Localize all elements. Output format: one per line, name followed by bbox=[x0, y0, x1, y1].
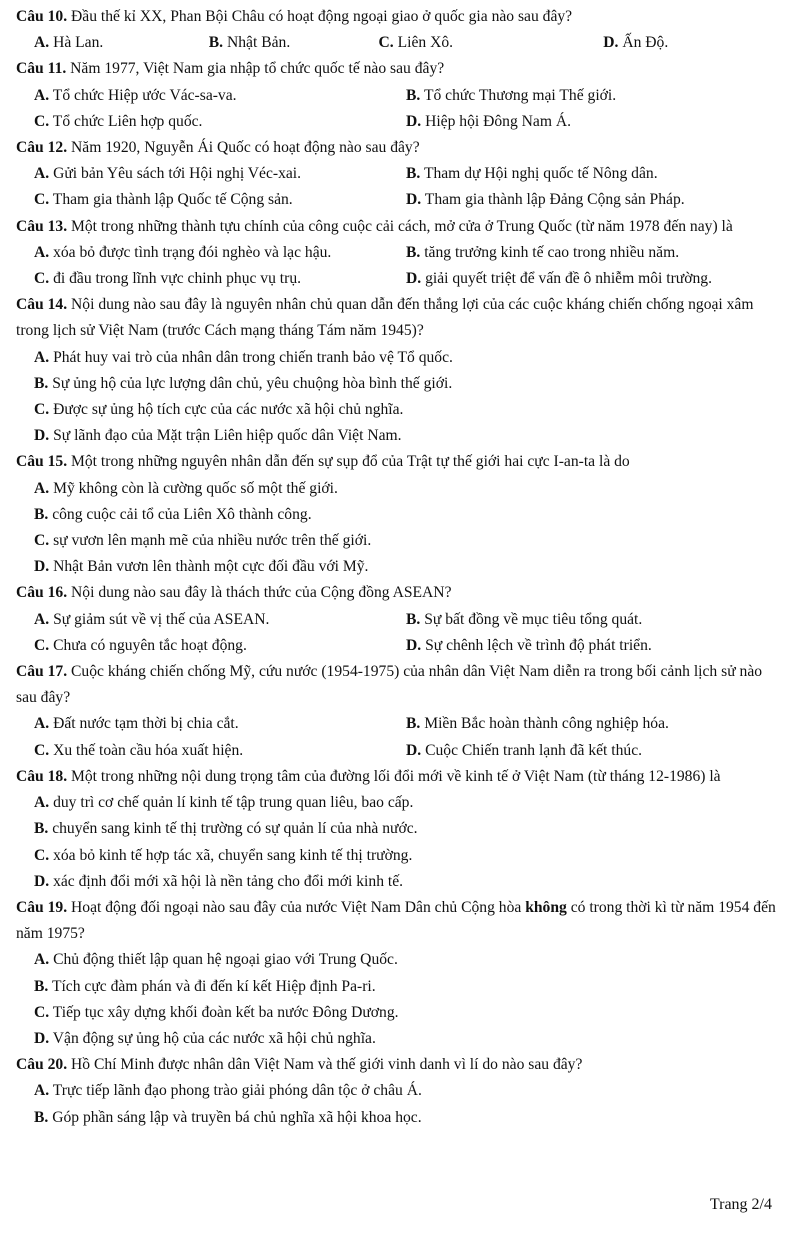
option-a: A. xóa bỏ được tình trạng đói nghèo và lạc hậu. bbox=[34, 243, 332, 261]
question-11 bbox=[12, 56, 778, 135]
option-d: D. Hiệp hội Đông Nam Á. bbox=[406, 112, 572, 130]
option-a: A. Đất nước tạm thời bị chia cắt. bbox=[34, 715, 239, 733]
question-text: Đầu thế kỉ XX, Phan Bội Châu có hoạt động ngoại giao ở quốc gia nào sau đây? bbox=[67, 8, 573, 25]
question-text: Một trong những nội dung trọng tâm của đường lối đổi mới về kinh tế ở Việt Nam (từ tháng 12-1986) là bbox=[67, 767, 721, 785]
option-b: B. Nhật Bản. bbox=[208, 34, 291, 52]
question-13 bbox=[12, 214, 778, 293]
question-16 bbox=[12, 580, 778, 659]
question-text: Năm 1977, Việt Nam gia nhập tổ chức quốc tế nào sau đây? bbox=[66, 60, 445, 78]
option-b: B. Miền Bắc hoàn thành công nghiệp hóa. bbox=[406, 715, 669, 733]
option-d: D. Nhật Bản vươn lên thành một cực đối đầu với Mỹ. bbox=[34, 558, 369, 576]
option-c: C. Chưa có nguyên tắc hoạt động. bbox=[34, 636, 247, 654]
option-c: C. Xu thế toàn cầu hóa xuất hiện. bbox=[34, 741, 244, 759]
question-text: Một trong những nguyên nhân dẫn đến sự sụp đổ của Trật tự thế giới hai cực I-an-ta là do bbox=[67, 453, 630, 471]
option-d: D. xác định đổi mới xã hội là nền tảng cho đổi mới kinh tế. bbox=[34, 872, 404, 890]
option-b: B. Sự ủng hộ của lực lượng dân chủ, yêu chuộng hòa bình thế giới. bbox=[34, 374, 453, 392]
question-19 bbox=[12, 895, 778, 1052]
question-10 bbox=[12, 4, 778, 56]
question-number: Câu 10. bbox=[16, 8, 68, 25]
option-c: C. đi đầu trong lĩnh vực chinh phục vụ trụ. bbox=[34, 270, 302, 288]
question-number: Câu 15. bbox=[16, 453, 68, 471]
question-number: Câu 16. bbox=[16, 584, 68, 602]
question-text: Nội dung nào sau đây là nguyên nhân chủ quan dẫn đến thắng lợi của các cuộc kháng chiến chống ngoại xâm trong lịch sử Việt Nam (trước Cách mạng tháng Tám năm 1945)? bbox=[16, 296, 754, 340]
option-c: C. Tiếp tục xây dựng khối đoàn kết ba nước Đông Dương. bbox=[34, 1003, 399, 1021]
question-17 bbox=[12, 659, 778, 764]
question-number: Câu 19. bbox=[16, 898, 68, 916]
option-b: B. Tổ chức Thương mại Thế giới. bbox=[406, 86, 617, 104]
question-number: Câu 18. bbox=[16, 767, 68, 785]
option-d: D. Sự chênh lệch về trình độ phát triển. bbox=[406, 636, 652, 654]
option-d: D. Ấn Độ. bbox=[603, 34, 669, 52]
option-d: D. Sự lãnh đạo của Mặt trận Liên hiệp quốc dân Việt Nam. bbox=[34, 427, 402, 445]
option-a: A. duy trì cơ chế quản lí kinh tế tập trung quan liêu, bao cấp. bbox=[34, 794, 414, 812]
page-number: Trang 2/4 bbox=[709, 1196, 772, 1213]
question-number: Câu 13. bbox=[16, 217, 68, 235]
question-number: Câu 11. bbox=[16, 60, 67, 78]
option-c: C. Tổ chức Liên hợp quốc. bbox=[34, 112, 203, 130]
option-b: B. Góp phần sáng lập và truyền bá chủ nghĩa xã hội khoa học. bbox=[34, 1108, 422, 1126]
question-text: Hoạt động đối ngoại nào sau đây của nước Việt Nam Dân chủ Cộng hòa bbox=[67, 898, 526, 916]
option-d: D. Tham gia thành lập Đảng Cộng sản Pháp. bbox=[406, 191, 685, 209]
question-number: Câu 20. bbox=[16, 1056, 68, 1074]
emphasis-not: không bbox=[525, 898, 567, 916]
question-15 bbox=[12, 449, 778, 580]
question-20 bbox=[12, 1052, 778, 1131]
option-c: C. Được sự ủng hộ tích cực của các nước xã hội chủ nghĩa. bbox=[34, 401, 404, 419]
question-text: Cuộc kháng chiến chống Mỹ, cứu nước (1954-1975) của nhân dân Việt Nam diễn ra trong bối cảnh lịch sử nào sau đây? bbox=[16, 663, 763, 707]
question-text: Nội dung nào sau đây là thách thức của Cộng đồng ASEAN? bbox=[67, 584, 452, 602]
question-12 bbox=[12, 135, 778, 214]
option-a: A. Trực tiếp lãnh đạo phong trào giải phóng dân tộc ở châu Á. bbox=[34, 1082, 422, 1100]
question-number: Câu 12. bbox=[16, 139, 68, 157]
option-a: A. Gửi bản Yêu sách tới Hội nghị Véc-xai. bbox=[34, 165, 302, 183]
option-d: D. Cuộc Chiến tranh lạnh đã kết thúc. bbox=[406, 741, 643, 759]
option-c: C. Liên Xô. bbox=[378, 34, 454, 52]
question-text-cont: có trong thời kì từ năm 1954 đến năm 1975? bbox=[16, 898, 776, 943]
option-c: C. sự vươn lên mạnh mẽ của nhiều nước trên thế giới. bbox=[34, 532, 372, 550]
question-text: Năm 1920, Nguyễn Ái Quốc có hoạt động nào sau đây? bbox=[67, 139, 420, 157]
question-text: Một trong những thành tựu chính của công cuộc cải cách, mở cửa ở Trung Quốc (từ năm 1978 đến nay) là bbox=[67, 217, 733, 235]
option-b: B. chuyển sang kinh tế thị trường có sự quản lí của nhà nước. bbox=[34, 820, 418, 838]
option-d: D. Vận động sự ủng hộ của các nước xã hội chủ nghĩa. bbox=[34, 1029, 376, 1047]
option-b: B. tăng trưởng kinh tế cao trong nhiều năm. bbox=[406, 243, 680, 261]
question-14 bbox=[12, 292, 778, 449]
option-c: C. xóa bỏ kinh tế hợp tác xã, chuyển sang kinh tế thị trường. bbox=[34, 846, 413, 864]
option-d: D. giải quyết triệt để vấn đề ô nhiễm môi trường. bbox=[406, 270, 713, 288]
question-text: Hồ Chí Minh được nhân dân Việt Nam và thế giới vinh danh vì lí do nào sau đây? bbox=[67, 1056, 583, 1074]
option-b: B. Tham dự Hội nghị quốc tế Nông dân. bbox=[406, 165, 658, 183]
question-18 bbox=[12, 764, 778, 895]
option-a: A. Sự giảm sút về vị thế của ASEAN. bbox=[34, 610, 270, 628]
option-a: A. Mỹ không còn là cường quốc số một thế giới. bbox=[34, 479, 338, 497]
option-b: B. Tích cực đàm phán và đi đến kí kết Hiệp định Pa-ri. bbox=[34, 977, 376, 995]
option-a: A. Hà Lan. bbox=[34, 34, 104, 52]
question-number: Câu 17. bbox=[16, 663, 68, 681]
option-a: A. Chủ động thiết lập quan hệ ngoại giao với Trung Quốc. bbox=[34, 951, 398, 969]
question-number: Câu 14. bbox=[16, 296, 68, 314]
option-c: C. Tham gia thành lập Quốc tế Cộng sản. bbox=[34, 191, 293, 209]
option-b: B. công cuộc cải tổ của Liên Xô thành công. bbox=[34, 505, 312, 523]
question-list bbox=[12, 4, 778, 1131]
option-a: A. Phát huy vai trò của nhân dân trong chiến tranh bảo vệ Tổ quốc. bbox=[34, 348, 453, 366]
option-b: B. Sự bất đồng về mục tiêu tổng quát. bbox=[406, 610, 643, 628]
option-a: A. Tổ chức Hiệp ước Vác-sa-va. bbox=[34, 86, 237, 104]
